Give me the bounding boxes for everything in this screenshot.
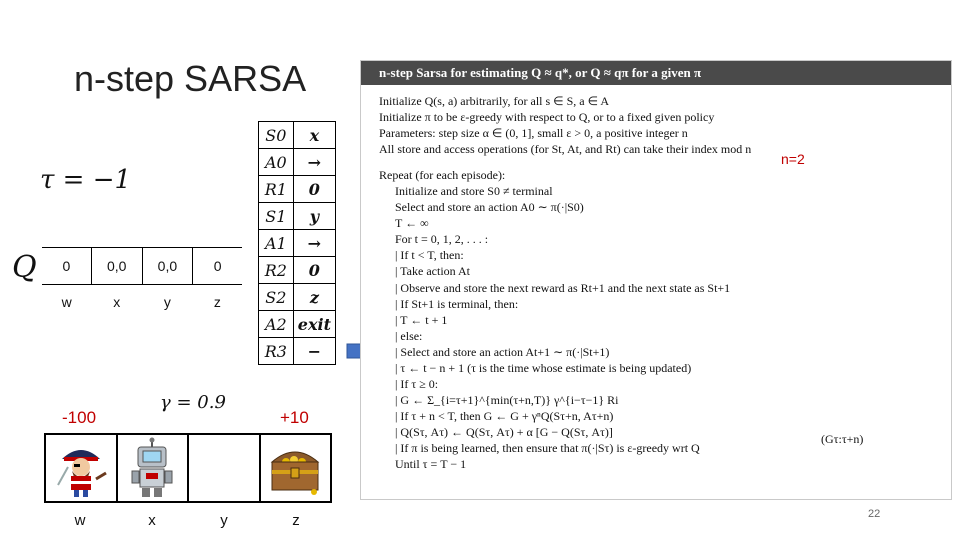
q-state-x: x	[113, 294, 121, 310]
trajectory-row	[259, 284, 336, 311]
algorithm-line: | T ← t + 1	[395, 312, 448, 327]
n-annotation: n=2	[781, 151, 805, 167]
trajectory-table	[258, 121, 336, 365]
algorithm-box	[360, 60, 952, 500]
grid-cell-w	[46, 435, 118, 501]
q-table-label: Q	[12, 250, 37, 285]
algorithm-line: | If St+1 is terminal, then:	[395, 296, 519, 311]
q-value-x: 0,0	[91, 248, 142, 285]
grid-label-y: y	[220, 512, 228, 529]
algorithm-line	[379, 157, 951, 167]
trajectory-value: exit	[293, 311, 335, 338]
algorithm-line: | Observe and store the next reward as Rt+1 and the next state as St+1	[395, 280, 731, 295]
grid-label-z: z	[292, 512, 300, 529]
algorithm-line: | If τ ≥ 0:	[395, 376, 439, 391]
q-state-y: y	[163, 294, 171, 310]
algorithm-line: | Select and store an action At+1 ∼ π(·|St+1)	[395, 344, 610, 359]
q-value-w: 0	[42, 248, 91, 285]
trajectory-row	[259, 311, 336, 338]
page-number: 22	[868, 508, 881, 520]
trajectory-value: x	[293, 122, 335, 149]
slide-title: n-step SARSA	[74, 58, 307, 99]
grid-label-w: w	[74, 512, 86, 529]
algorithm-line: | G ← Σ_{i=τ+1}^{min(τ+n,T)} γ^{i−τ−1} Ri	[395, 392, 619, 407]
algorithm-line: | else:	[395, 328, 423, 343]
trajectory-key: A2	[259, 311, 294, 338]
trajectory-key: R2	[259, 257, 294, 284]
grid-cell-z	[261, 435, 331, 501]
trajectory-value: →	[293, 230, 335, 257]
trajectory-key: S0	[259, 122, 294, 149]
trajectory-key: R3	[259, 338, 294, 365]
trajectory-value: 0	[293, 176, 335, 203]
gridworld	[44, 433, 332, 503]
q-state-z: z	[213, 294, 221, 310]
q-value-y: 0,0	[142, 248, 193, 285]
q-value-z: 0	[193, 248, 242, 285]
trajectory-value: −	[293, 338, 335, 365]
pirate-icon	[50, 437, 112, 499]
algorithm-line: Initialize Q(s, a) arbitrarily, for all s ∈ S, a ∈ A	[379, 94, 610, 108]
algorithm-line: Until τ = T − 1	[395, 457, 467, 472]
trajectory-value: 0	[293, 257, 335, 284]
algorithm-line: | Take action At	[395, 264, 470, 279]
algorithm-line: | If π is being learned, then ensure that π(·|Sτ) is ε-greedy wrt Q	[395, 440, 700, 455]
robot-icon	[124, 437, 180, 499]
grid-label-x: x	[148, 512, 156, 529]
algorithm-line: Select and store an action A0 ∼ π(·|S0)	[395, 200, 584, 215]
trajectory-row	[259, 203, 336, 230]
algorithm-line: | If τ + n < T, then G ← G + γⁿQ(Sτ+n, Aτ+n)	[395, 408, 614, 423]
algorithm-line: | τ ← t − n + 1 (τ is the time whose estimate is being updated)	[395, 360, 692, 375]
trajectory-value: z	[293, 284, 335, 311]
grid-cell-x	[118, 435, 190, 501]
reward-left: -100	[62, 408, 97, 427]
trajectory-row	[259, 122, 336, 149]
trajectory-row	[259, 176, 336, 203]
algorithm-line: For t = 0, 1, 2, . . . :	[395, 232, 489, 247]
algorithm-line: | If t < T, then:	[395, 248, 464, 263]
tau-value: τ = −1	[40, 165, 132, 195]
trajectory-row	[259, 338, 336, 365]
algorithm-body	[361, 85, 951, 472]
algorithm-title: n-step Sarsa for estimating Q ≈ q*, or Q ≈ qπ for a given π	[361, 61, 951, 85]
trajectory-key: A0	[259, 149, 294, 176]
reward-right: +10	[280, 408, 309, 427]
trajectory-key: S1	[259, 203, 294, 230]
trajectory-key: S2	[259, 284, 294, 311]
q-state-w: w	[61, 294, 72, 310]
grid-state-labels	[44, 512, 332, 529]
algorithm-line: Parameters: step size α ∈ (0, 1], small ε > 0, a positive integer n	[379, 126, 688, 141]
trajectory-value: y	[293, 203, 335, 230]
algorithm-line: T ← ∞	[395, 216, 429, 231]
gamma-value: γ = 0.9	[160, 392, 226, 413]
g-term-annotation: (Gτ:τ+n)	[821, 432, 864, 446]
trajectory-row	[259, 257, 336, 284]
algorithm-line: Initialize π to be ε-greedy with respect to Q, or to a fixed given policy	[379, 110, 715, 125]
trajectory-row	[259, 230, 336, 257]
grid-cell-y	[189, 435, 261, 501]
q-table	[42, 247, 242, 316]
algorithm-line: | Q(Sτ, Aτ) ← Q(Sτ, Aτ) + α [G − Q(Sτ, Aτ)]	[395, 424, 613, 439]
trajectory-value: →	[293, 149, 335, 176]
trajectory-key: R1	[259, 176, 294, 203]
trajectory-key: A1	[259, 230, 294, 257]
algorithm-line: All store and access operations (for St, At, and Rt) can take their index mod n	[379, 142, 752, 157]
algorithm-line: Repeat (for each episode):	[379, 168, 506, 183]
algorithm-line: Initialize and store S0 ≠ terminal	[395, 184, 553, 199]
treasure-chest-icon	[264, 440, 326, 496]
trajectory-row	[259, 149, 336, 176]
